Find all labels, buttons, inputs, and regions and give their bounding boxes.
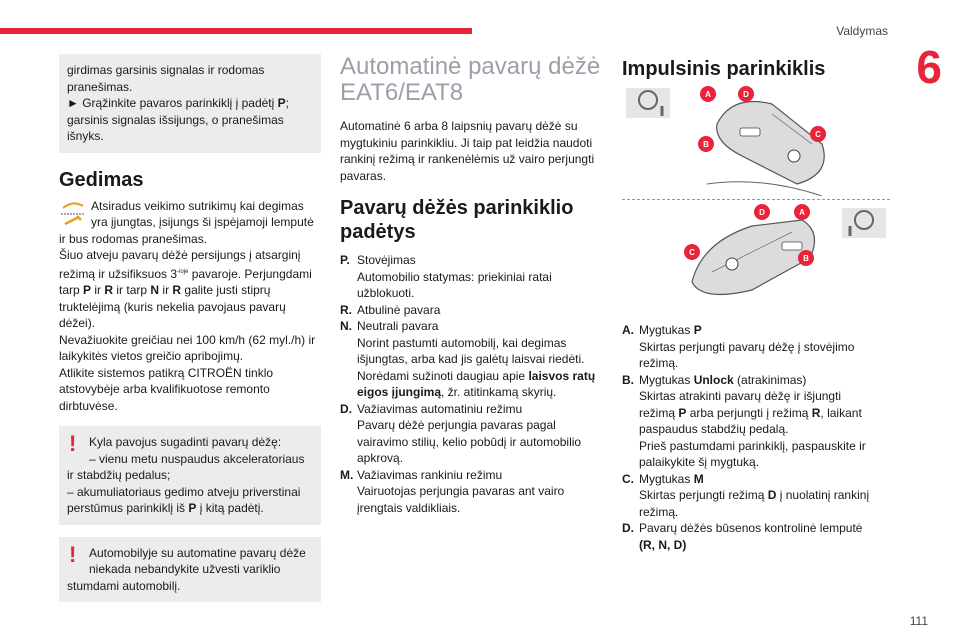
text-span: ir: [159, 283, 173, 297]
callout-label: D: [759, 208, 765, 217]
text-span: režimą: [639, 405, 679, 420]
callout-b: [698, 136, 714, 152]
text-line: [357, 384, 595, 401]
text-span: , žr. atitinkamą skyrių.: [441, 385, 557, 399]
text-span: Norėdami sužinoti daugiau apie: [357, 368, 529, 383]
item-key: C.: [622, 471, 634, 486]
text-line: Prieš pastumdami parinkiklį, paspauskite ir: [639, 438, 866, 453]
text-span: režimą ir užsifiksuos 3: [59, 266, 178, 281]
section-name: Valdymas: [836, 24, 888, 38]
text-line: išjungtas, arba kad jis galėtų laisvai riedėti.: [357, 352, 585, 366]
selector-legend: [622, 322, 890, 553]
text-line: režimą.: [639, 356, 679, 370]
text-line: Atbulinė pavara: [357, 302, 441, 317]
callout-c: [810, 126, 826, 142]
bold-term: eigos įjungimą: [357, 385, 442, 399]
text-span: tarp: [59, 283, 84, 297]
text-line: Stovėjimas: [357, 253, 416, 267]
text-line: [639, 322, 854, 339]
text-span: Mygtukas: [639, 372, 694, 387]
bold-term: P: [277, 96, 286, 110]
text-span: atstovybėje arba kvalifikuotose remonto: [59, 382, 270, 396]
bold-term: D: [767, 488, 777, 502]
chapter-number: 6: [916, 41, 942, 93]
text-span: Mygtukas: [639, 323, 694, 337]
text-span: pavaroje. Perjungdami: [188, 266, 312, 281]
fault-heading: Gedimas: [59, 168, 144, 191]
list-item: [622, 372, 890, 471]
text-span: dėžei).: [59, 316, 96, 330]
bold-term: R: [104, 283, 114, 297]
item-key: B.: [622, 372, 634, 387]
text-line: garsinis signalas išsijungs, o pranešimas: [67, 112, 284, 127]
text-span: Nevažiuokite greičiau nei 100 km/h (62 myl./h) ir: [59, 332, 316, 347]
item-key: N.: [340, 319, 352, 333]
text-line: [639, 487, 869, 504]
text-span: dirbtuvėse.: [59, 398, 118, 413]
text-line: palaikykite šį mygtuką.: [639, 455, 760, 469]
fault-text: [59, 198, 321, 415]
list-item: [340, 252, 602, 302]
text-line: vairavimo stilių, kelio pobūdį ir automobilio: [357, 434, 582, 449]
text-span: ir: [91, 283, 105, 297]
column-middle: [340, 54, 602, 516]
text-line: užblokuoti.: [357, 286, 415, 300]
steering-wheel-icon: [842, 208, 886, 238]
superscript: -ioje: [177, 268, 189, 275]
column-left: [59, 54, 321, 602]
bold-term: P: [678, 405, 687, 420]
title-line: Automatinė pavarų dėžė: [340, 53, 601, 80]
list-item: [622, 520, 890, 553]
intro-text: [340, 118, 602, 184]
text-span: ir bus rodomas pranešimas.: [59, 231, 208, 246]
bold-term: P: [693, 323, 702, 337]
warning-icon: !: [69, 431, 77, 456]
callout-d: [738, 86, 754, 102]
text-span: , laikant: [820, 405, 862, 420]
bold-term: P: [83, 283, 92, 297]
text-line: išnyks.: [67, 129, 104, 143]
item-key: R.: [340, 302, 352, 317]
text-line: pavaras.: [340, 168, 387, 183]
text-span: (atrakinimas): [733, 372, 807, 387]
text-span: truktelėjimą (kuris nekelia pavojaus pavarų: [59, 299, 286, 314]
text-line: Automobilio statymas: priekiniai ratai: [357, 269, 552, 284]
warning-box-2: [59, 537, 321, 603]
text-line: Pavarų dėžės būsenos kontrolinė lemputė: [639, 521, 863, 535]
text-line: [639, 405, 866, 422]
text-span: Atsiradus veikimo sutrikimų kai degimas: [91, 198, 304, 213]
list-item: [622, 322, 890, 372]
callout-label: C: [689, 248, 695, 257]
callout-b: [798, 250, 814, 266]
text-span: arba perjungti į režimą: [686, 405, 812, 420]
text-line: (R, N, D): [639, 537, 687, 552]
text-line: rankinį režimą ir rankenėlėmis už vairo perjungti: [340, 152, 595, 166]
text-line: niekada nebandykite užvesti variklio: [89, 562, 281, 576]
text-line: ir stabdžių pedalus;: [67, 468, 171, 482]
text-line: paspaudus stabdžių pedalą.: [639, 422, 789, 436]
bold-term: R: [172, 283, 182, 297]
illustration-divider: [622, 199, 890, 200]
text-line: Skirtas perjungti pavarų dėžę į stovėjimo: [639, 339, 855, 354]
heading-line: Pavarų dėžės parinkiklio: [340, 197, 574, 219]
text-line: Neutrali pavara: [357, 319, 439, 333]
item-key: M.: [340, 467, 354, 482]
item-key: P.: [340, 253, 350, 267]
warning-icon: !: [69, 541, 77, 567]
bold-term: M: [693, 471, 704, 486]
text-span: ► Grąžinkite pavaros parinkiklį į padėtį: [67, 96, 278, 110]
text-line: Automatinė 6 arba 8 laipsnių pavarų dėžė su: [340, 119, 578, 133]
main-title: [340, 54, 602, 106]
positions-list: [340, 252, 602, 516]
gearbox-fault-icon: [59, 198, 87, 228]
item-key: D.: [622, 521, 634, 535]
bold-term: Unlock: [693, 372, 734, 387]
bold-term: N: [150, 283, 160, 297]
text-span: yra įjungtas, įsijungs ši įspėjamoji lemputė: [91, 215, 314, 229]
text-line: [357, 368, 595, 385]
text-span: Šiuo atveju pavarų dėžė persijungs į atsarginį: [59, 248, 301, 262]
callout-d: [754, 204, 770, 220]
text-line: Važiavimas rankiniu režimu: [357, 467, 503, 482]
text-span: ;: [285, 96, 289, 110]
text-line: režimą.: [639, 504, 679, 519]
text-span: ir tarp: [113, 283, 151, 297]
text-line: Automobilyje su automatine pavarų dėže: [89, 545, 306, 560]
impulse-selector-heading: Impulsinis parinkiklis: [622, 58, 826, 80]
text-line: Norint pastumti automobilį, kai degimas: [357, 335, 567, 350]
text-line: [639, 471, 869, 488]
text-line: – akumuliatoriaus gedimo atveju priverstinai: [67, 484, 301, 499]
text-line: [639, 372, 866, 389]
list-item: [340, 401, 602, 467]
selector-illustration-lhd: [622, 84, 890, 196]
warning-box-1: [59, 426, 321, 525]
list-item: [340, 318, 602, 401]
text-line: įrengtais valdikliais.: [357, 500, 461, 515]
text-span: Skirtas perjungti režimą: [639, 488, 768, 502]
callout-label: A: [705, 90, 711, 99]
text-span: Mygtukas: [639, 471, 694, 486]
page-number: 111: [909, 614, 928, 628]
selector-positions-heading: [340, 196, 602, 244]
list-item: [340, 302, 602, 319]
top-accent-bar: [0, 28, 472, 34]
text-line: girdimas garsinis signalas ir rodomas: [67, 63, 265, 77]
bold-term: R: [811, 405, 821, 420]
callout-c: [684, 244, 700, 260]
callout-a: [794, 204, 810, 220]
text-line: Važiavimas automatiniu režimu: [357, 401, 523, 416]
callout-label: B: [803, 254, 809, 263]
text-line: Vairuotojas perjungia pavaras ant vairo: [357, 484, 565, 498]
text-line: stumdami automobilį.: [67, 578, 181, 593]
text-line: [67, 95, 313, 112]
callout-label: D: [743, 90, 749, 99]
selector-illustration-rhd: [622, 202, 890, 302]
item-key: D.: [340, 401, 352, 416]
text-span: galite justi stiprų: [181, 283, 271, 297]
info-box: [59, 54, 321, 153]
title-line: EAT6/EAT8: [340, 79, 464, 106]
list-item: [340, 467, 602, 517]
text-line: mygtukiniu parinkikliu. Ji taip pat leidžia naudoti: [340, 135, 593, 150]
text-line: Kyla pavojus sugadinti pavarų dėžę:: [89, 435, 282, 449]
text-line: Pavarų dėžė perjungia pavaras pagal: [357, 418, 556, 432]
list-item: [622, 471, 890, 521]
text-line: – vienu metu nuspaudus akceleratoriaus: [89, 451, 305, 466]
bold-term: laisvos ratų: [528, 368, 596, 383]
column-right: [622, 54, 890, 81]
heading-line: padėtys: [340, 221, 416, 243]
bold-term: P: [188, 501, 197, 515]
text-span: perstūmus parinkiklį iš: [67, 501, 189, 515]
callout-label: A: [799, 208, 805, 217]
text-span: į nuolatinį rankinį: [776, 488, 870, 502]
callout-label: B: [703, 140, 709, 149]
text-span: laikykitės vietos greičio apribojimų.: [59, 349, 244, 363]
callout-label: C: [815, 130, 821, 139]
text-line: [67, 500, 311, 517]
steering-wheel-icon: [626, 88, 670, 118]
text-line: Skirtas atrakinti pavarų dėžę ir išjungti: [639, 389, 842, 403]
item-key: A.: [622, 323, 634, 337]
text-span: į kitą padėtį.: [196, 501, 264, 515]
text-line: apkrovą.: [357, 451, 404, 465]
text-span: Atlikite sistemos patikrą CITROËN tinklo: [59, 365, 274, 380]
callout-a: [700, 86, 716, 102]
text-line: pranešimas.: [67, 79, 133, 94]
